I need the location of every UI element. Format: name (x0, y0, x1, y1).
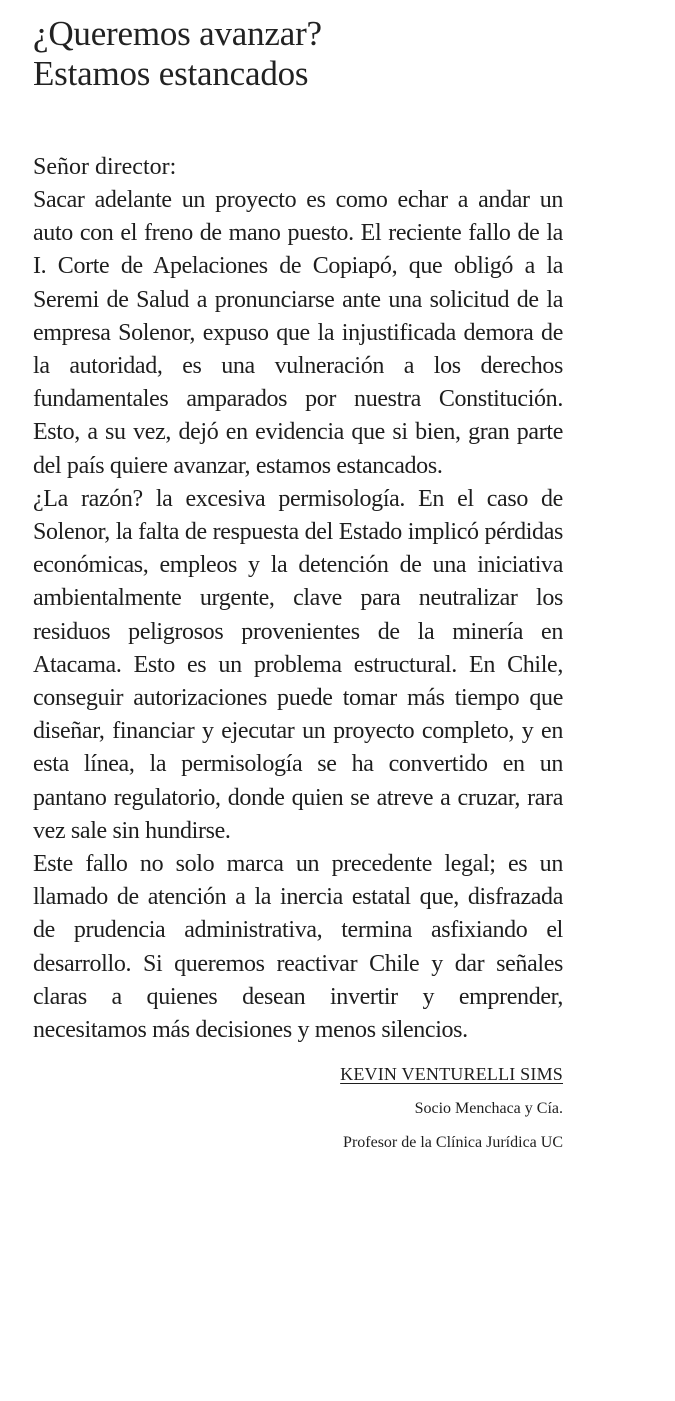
salutation: Señor director: (33, 154, 177, 180)
headline-line-2: Estamos estancados (33, 54, 309, 93)
letter-to-editor (33, 14, 563, 1155)
headline-line-1: ¿Queremos avanzar? (33, 14, 322, 53)
signature-block (33, 1061, 563, 1155)
author-affiliation: Profesor de la Clínica Jurídica UC (343, 1134, 563, 1152)
author-role: Socio Menchaca y Cía. (414, 1100, 563, 1118)
body-paragraph-2: ¿La razón? la excesiva permisología. En el caso de Solenor, la falta de respuesta del Estado implicó pérdidas económicas, empleos y la detención de una iniciativa ambientalmente urgente, clave para neutralizar los residuos peligrosos provenientes de la minería en Atacama. Esto es un problema estructural. En Chile, conseguir autorizaciones puede tomar más tiempo que diseñar, financiar y ejecutar un proyecto completo, y en esta línea, la permisología se ha convertido en un pantano regulatorio, donde quien se atreve a cruzar, rara vez sale sin hundirse. (33, 485, 563, 844)
author-name: KEVIN VENTURELLI SIMS (340, 1064, 563, 1085)
body-paragraph-1: Sacar adelante un proyecto es como echar a andar un auto con el freno de mano puesto. El reciente fallo de la I. Corte de Apelaciones de Copiapó, que obligó a la Seremi de Salud a pronunciarse ante una solicitud de la empresa Solenor, expuso que la injustificada demora de la autoridad, es una vulneración a los derechos fundamentales amparados por nuestra Constitución. Esto, a su vez, dejó en evidencia que si bien, gran parte del país quiere avanzar, estamos estancados. (33, 187, 563, 479)
headline (33, 14, 563, 94)
body-paragraph-3: Este fallo no solo marca un precedente legal; es un llamado de atención a la inercia estatal que, disfrazada de prudencia administrativa, termina asfixiando el desarrollo. Si queremos reactivar Chile y dar señales claras a quienes desean invertir y emprender, necesitamos más decisiones y menos silencios. (33, 851, 563, 1044)
